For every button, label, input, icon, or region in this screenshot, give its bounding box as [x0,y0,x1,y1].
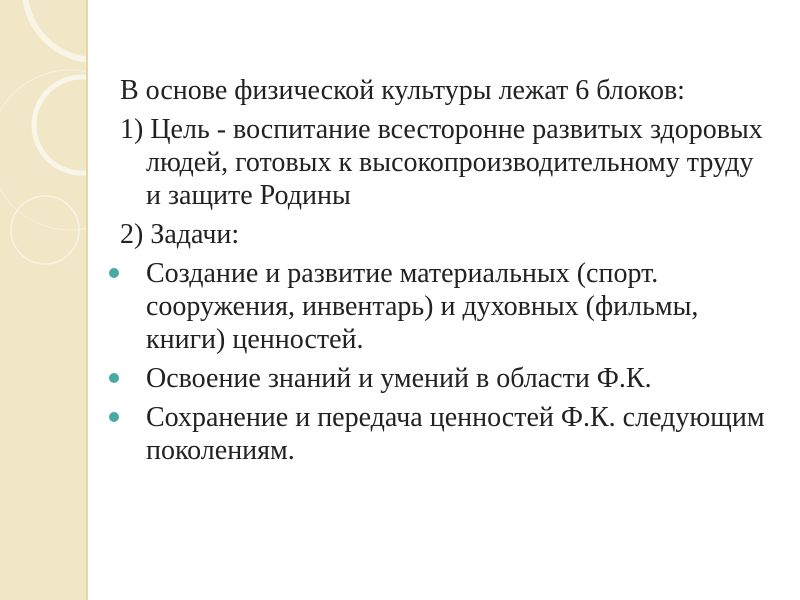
task-text: Создание и развитие материальных (спорт. сооружения, инвентарь) и духовных (фильмы, книги) ценностей. [146,258,699,355]
bullet-dot-icon [109,268,119,278]
goal-item: 1) Цель - воспитание всесторонне развитых здоровых людей, готовых к высокопроизводительному труду и защите Родины [120,114,763,211]
task-text: Сохранение и передача ценностей Ф.К. следующим поколениям. [146,402,765,466]
decorative-side-band [0,0,88,600]
list-item [120,257,770,356]
intro-text: В основе физической культуры лежат 6 блоков: [120,75,685,106]
band-edge-line [86,0,88,600]
bullet-dot-icon [109,412,119,422]
slide-body [120,74,770,473]
tasks-heading: 2) Задачи: [120,219,240,250]
tasks-list [120,257,770,467]
decorative-circles [0,0,88,600]
bullet-dot-icon [109,373,119,383]
task-text: Освоение знаний и умений в области Ф.К. [146,363,652,394]
list-item [120,362,770,395]
list-item [120,401,770,467]
